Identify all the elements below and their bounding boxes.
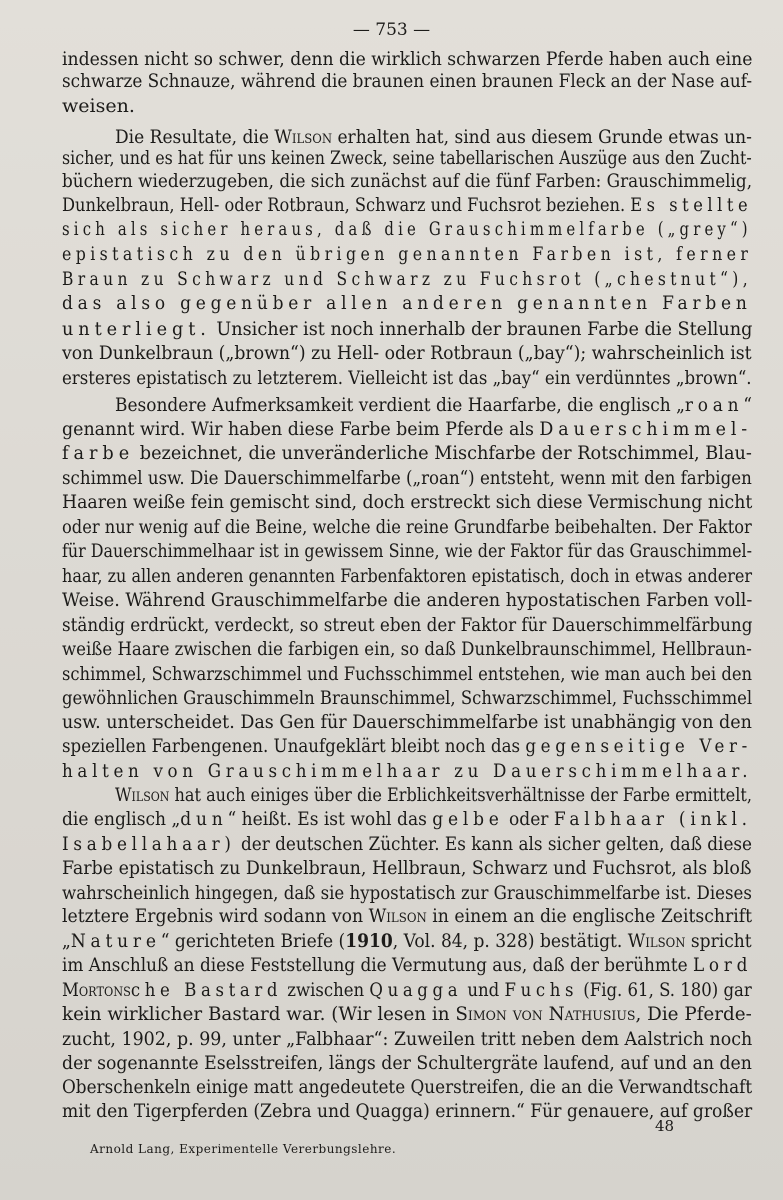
text-line: [62, 469, 752, 488]
text-run: Oberschenkeln einige matt angedeutete Querstreifen, die an die Verwandtschaft: [62, 1076, 753, 1098]
text-run: wahrscheinlich hingegen, daß sie hypostatisch zur Grauschimmelfarbe ist. Dieses: [62, 882, 752, 904]
text-run: kein wirklicher Bastard war. (Wir lesen in: [62, 1003, 456, 1025]
text-line: [62, 689, 752, 708]
text-run: speziellen Farbengenen. Unaufgeklärt bleibt noch das: [62, 735, 526, 757]
text-line: [62, 149, 752, 168]
text-run: gegenseitige Ver-: [525, 735, 752, 757]
text-run: gelbe: [432, 808, 504, 830]
text-run: Wilson: [627, 930, 686, 952]
text-run: im Anschluß an diese Feststellung die Vermutung aus, daß der berühmte: [62, 954, 693, 976]
text-run: von Dunkelbraun („brown“) zu Hell- oder Rotbraun („bay“); wahrscheinlich ist: [62, 342, 752, 364]
text-line: [62, 640, 752, 659]
text-run: “: [743, 394, 752, 416]
text-run: zwischen: [282, 979, 370, 1001]
text-run: dun: [180, 808, 228, 830]
text-run: haar, zu allen anderen genannten Farbenfaktoren epistatisch, doch in etwas anderer: [62, 565, 753, 587]
text-line: [115, 396, 752, 415]
text-run: schimmel usw. Die Dauerschimmelfarbe („roan“) entsteht, wenn mit den farbigen: [62, 467, 752, 489]
text-run: in einem an die englische Zeitschrift: [426, 905, 753, 927]
text-line: [62, 518, 752, 537]
text-line: [62, 591, 752, 610]
text-line: [62, 72, 752, 91]
text-run: der sogenannte Eselsstreifen, längs der Schultergräte laufend, auf und an den: [62, 1052, 752, 1074]
text-run: Mortons: [62, 979, 131, 1001]
text-run: der deutschen Züchter. Es kann als sicher gelten, daß diese: [235, 833, 753, 855]
text-run: Es stellte: [630, 194, 753, 216]
text-line: [62, 220, 752, 239]
text-run: Isabellahaar): [62, 833, 236, 855]
text-run: und: [462, 979, 505, 1001]
text-run: die englisch „: [62, 808, 181, 830]
text-run: Besondere Aufmerksamkeit verdient die Haarfarbe, die englisch „: [115, 394, 685, 416]
text-run: Weise. Während Grauschimmelfarbe die anderen hypostatischen Farben voll-: [62, 589, 753, 611]
text-run: zucht, 1902, p. 99, unter „Falbhaar“: Zuweilen tritt neben dem Aalstrich noch: [62, 1028, 753, 1050]
text-line: [62, 907, 752, 926]
text-line: [62, 956, 752, 975]
text-run: Dunkelbraun, Hell- oder Rotbraun, Schwarz und Fuchsrot beziehen.: [62, 194, 631, 216]
text-line: [115, 128, 752, 147]
text-run: das also gegenüber allen anderen genannten Farben: [62, 292, 752, 314]
text-line: [62, 1102, 752, 1121]
text-run: , Vol. 84, p. 328) bestätigt.: [392, 930, 628, 952]
text-run: schwarze Schnauze, während die braunen einen braunen Fleck an der Nase auf-: [62, 70, 753, 92]
text-run: Unsicher ist noch innerhalb der braunen Farbe die Stellung: [210, 318, 753, 340]
text-run: letztere Ergebnis wird sodann von: [62, 905, 369, 927]
text-line: [62, 270, 752, 289]
page-number: — 753 —: [352, 20, 431, 40]
text-run: weisen.: [62, 95, 135, 117]
text-run: unterliegt.: [62, 318, 211, 340]
text-line: [62, 320, 752, 339]
text-line: [62, 1078, 752, 1097]
text-run: indessen nicht so schwer, denn die wirklich schwarzen Pferde haben auch eine: [62, 48, 753, 70]
text-line: [62, 344, 752, 363]
text-run: spricht: [685, 930, 752, 952]
text-line: [62, 493, 752, 512]
text-run: schimmel, Schwarzschimmel und Fuchsschimmel entstehen, wie man auch bei den: [62, 663, 753, 685]
text-run: büchern wiederzugeben, die sich zunächst auf die fünf Farben: Grauschimmelig,: [62, 170, 753, 192]
text-line: [62, 245, 752, 264]
text-line: [62, 196, 752, 215]
text-line: [62, 1005, 752, 1024]
text-line: [62, 810, 752, 829]
text-run: Quagga: [369, 979, 463, 1001]
text-run: für Dauerschimmelhaar ist in gewissem Sinne, wie der Faktor für das Grauschimmel-: [62, 540, 752, 562]
text-run: Nature: [70, 930, 161, 952]
text-run: farbe: [62, 442, 135, 464]
text-run: “ heißt. Es ist wohl das: [227, 808, 433, 830]
text-line: [62, 665, 752, 684]
text-run: Lord: [692, 954, 753, 976]
text-line: [62, 567, 752, 586]
text-run: weiße Haare zwischen die farbigen ein, so daß Dunkelbraunschimmel, Hellbraun-: [62, 638, 752, 660]
text-line: [62, 859, 752, 878]
text-run: Wilson: [115, 784, 170, 806]
text-run: mit den Tigerpferden (Zebra und Quagga) erinnern.“ Für genauere, auf großer: [62, 1100, 753, 1122]
text-run: Wilson: [368, 905, 427, 927]
text-line: [62, 542, 752, 561]
text-run: , Die Pferde-: [635, 1003, 752, 1025]
text-run: gewöhnlichen Grauschimmeln Braunschimmel, Schwarzschimmel, Fuchsschimmel: [62, 687, 753, 709]
text-line: [62, 1030, 752, 1049]
text-run: (Fig. 61, S. 180) gar: [578, 979, 752, 1001]
text-run: Wilson: [274, 126, 333, 148]
text-run: usw. unterscheidet. Das Gen für Dauerschimmelfarbe ist unabhängig von den: [62, 711, 752, 733]
text-run: sich als sicher heraus, daß die Grauschimmelfarbe („grey“): [62, 218, 752, 240]
text-line: [62, 713, 752, 732]
text-run: roan: [684, 394, 744, 416]
text-line: [62, 1054, 752, 1073]
text-run: che Bastard: [130, 979, 283, 1001]
text-run: Simon von Nathusius: [455, 1003, 636, 1025]
text-run: Dauerschimmel-: [539, 418, 753, 440]
text-run: ständig erdrückt, verdeckt, so streut eben der Faktor für Dauerschimmelfärbung: [62, 614, 753, 636]
text-run: Die Resultate, die: [115, 126, 275, 148]
text-run: 1910: [345, 930, 393, 952]
text-line: [62, 97, 135, 116]
text-line: [62, 294, 752, 313]
text-run: halten von Grauschimmelhaar zu Dauerschimmelhaar.: [62, 760, 753, 782]
text-line: [62, 444, 752, 463]
footer-credit: Arnold Lang, Experimentelle Vererbungslehre.: [90, 1142, 397, 1156]
text-run: ersteres epistatisch zu letzterem. Vielleicht ist das „bay“ ein verdünntes „brown“.: [62, 367, 752, 389]
text-run: Farbe epistatisch zu Dunkelbraun, Hellbraun, Schwarz und Fuchsrot, als bloß: [62, 857, 752, 879]
text-line: [62, 981, 752, 1000]
text-run: erhalten hat, sind aus diesem Grunde etwas un-: [332, 126, 752, 148]
text-line: [62, 762, 752, 781]
signature-mark: 48: [655, 1117, 675, 1135]
text-line: [62, 616, 752, 635]
text-run: oder: [503, 808, 554, 830]
text-line: [62, 737, 752, 756]
text-run: Fuchs: [504, 979, 579, 1001]
text-run: Braun zu Schwarz und Schwarz zu Fuchsrot („chestnut“),: [62, 268, 752, 290]
text-line: [62, 369, 752, 388]
text-run: oder nur wenig auf die Beine, welche die reine Grundfarbe beibehalten. Der Faktor: [62, 516, 752, 538]
text-run: Haaren weiße fein gemischt sind, doch erstreckt sich diese Vermischung nicht: [62, 491, 753, 513]
text-run: Falbhaar (inkl.: [553, 808, 752, 830]
text-run: hat auch einiges über die Erblichkeitsverhältnisse der Farbe ermittelt,: [169, 784, 752, 806]
text-line: [62, 420, 752, 439]
text-line: [62, 835, 752, 854]
text-run: epistatisch zu den übrigen genannten Farben ist, ferner: [62, 243, 753, 265]
text-run: genannt wird. Wir haben diese Farbe beim Pferde als: [62, 418, 540, 440]
text-run: sicher, und es hat für uns keinen Zweck, seine tabellarischen Auszüge aus den Zucht-: [62, 147, 752, 169]
text-line: [62, 172, 752, 191]
text-line: [115, 786, 752, 805]
text-line: [62, 932, 752, 951]
text-line: [62, 50, 752, 69]
text-line: [62, 884, 752, 903]
text-run: bezeichnet, die unveränderliche Mischfarbe der Rotschimmel, Blau-: [134, 442, 752, 464]
text-run: “ gerichteten Briefe (: [160, 930, 346, 952]
text-run: „: [62, 930, 71, 952]
